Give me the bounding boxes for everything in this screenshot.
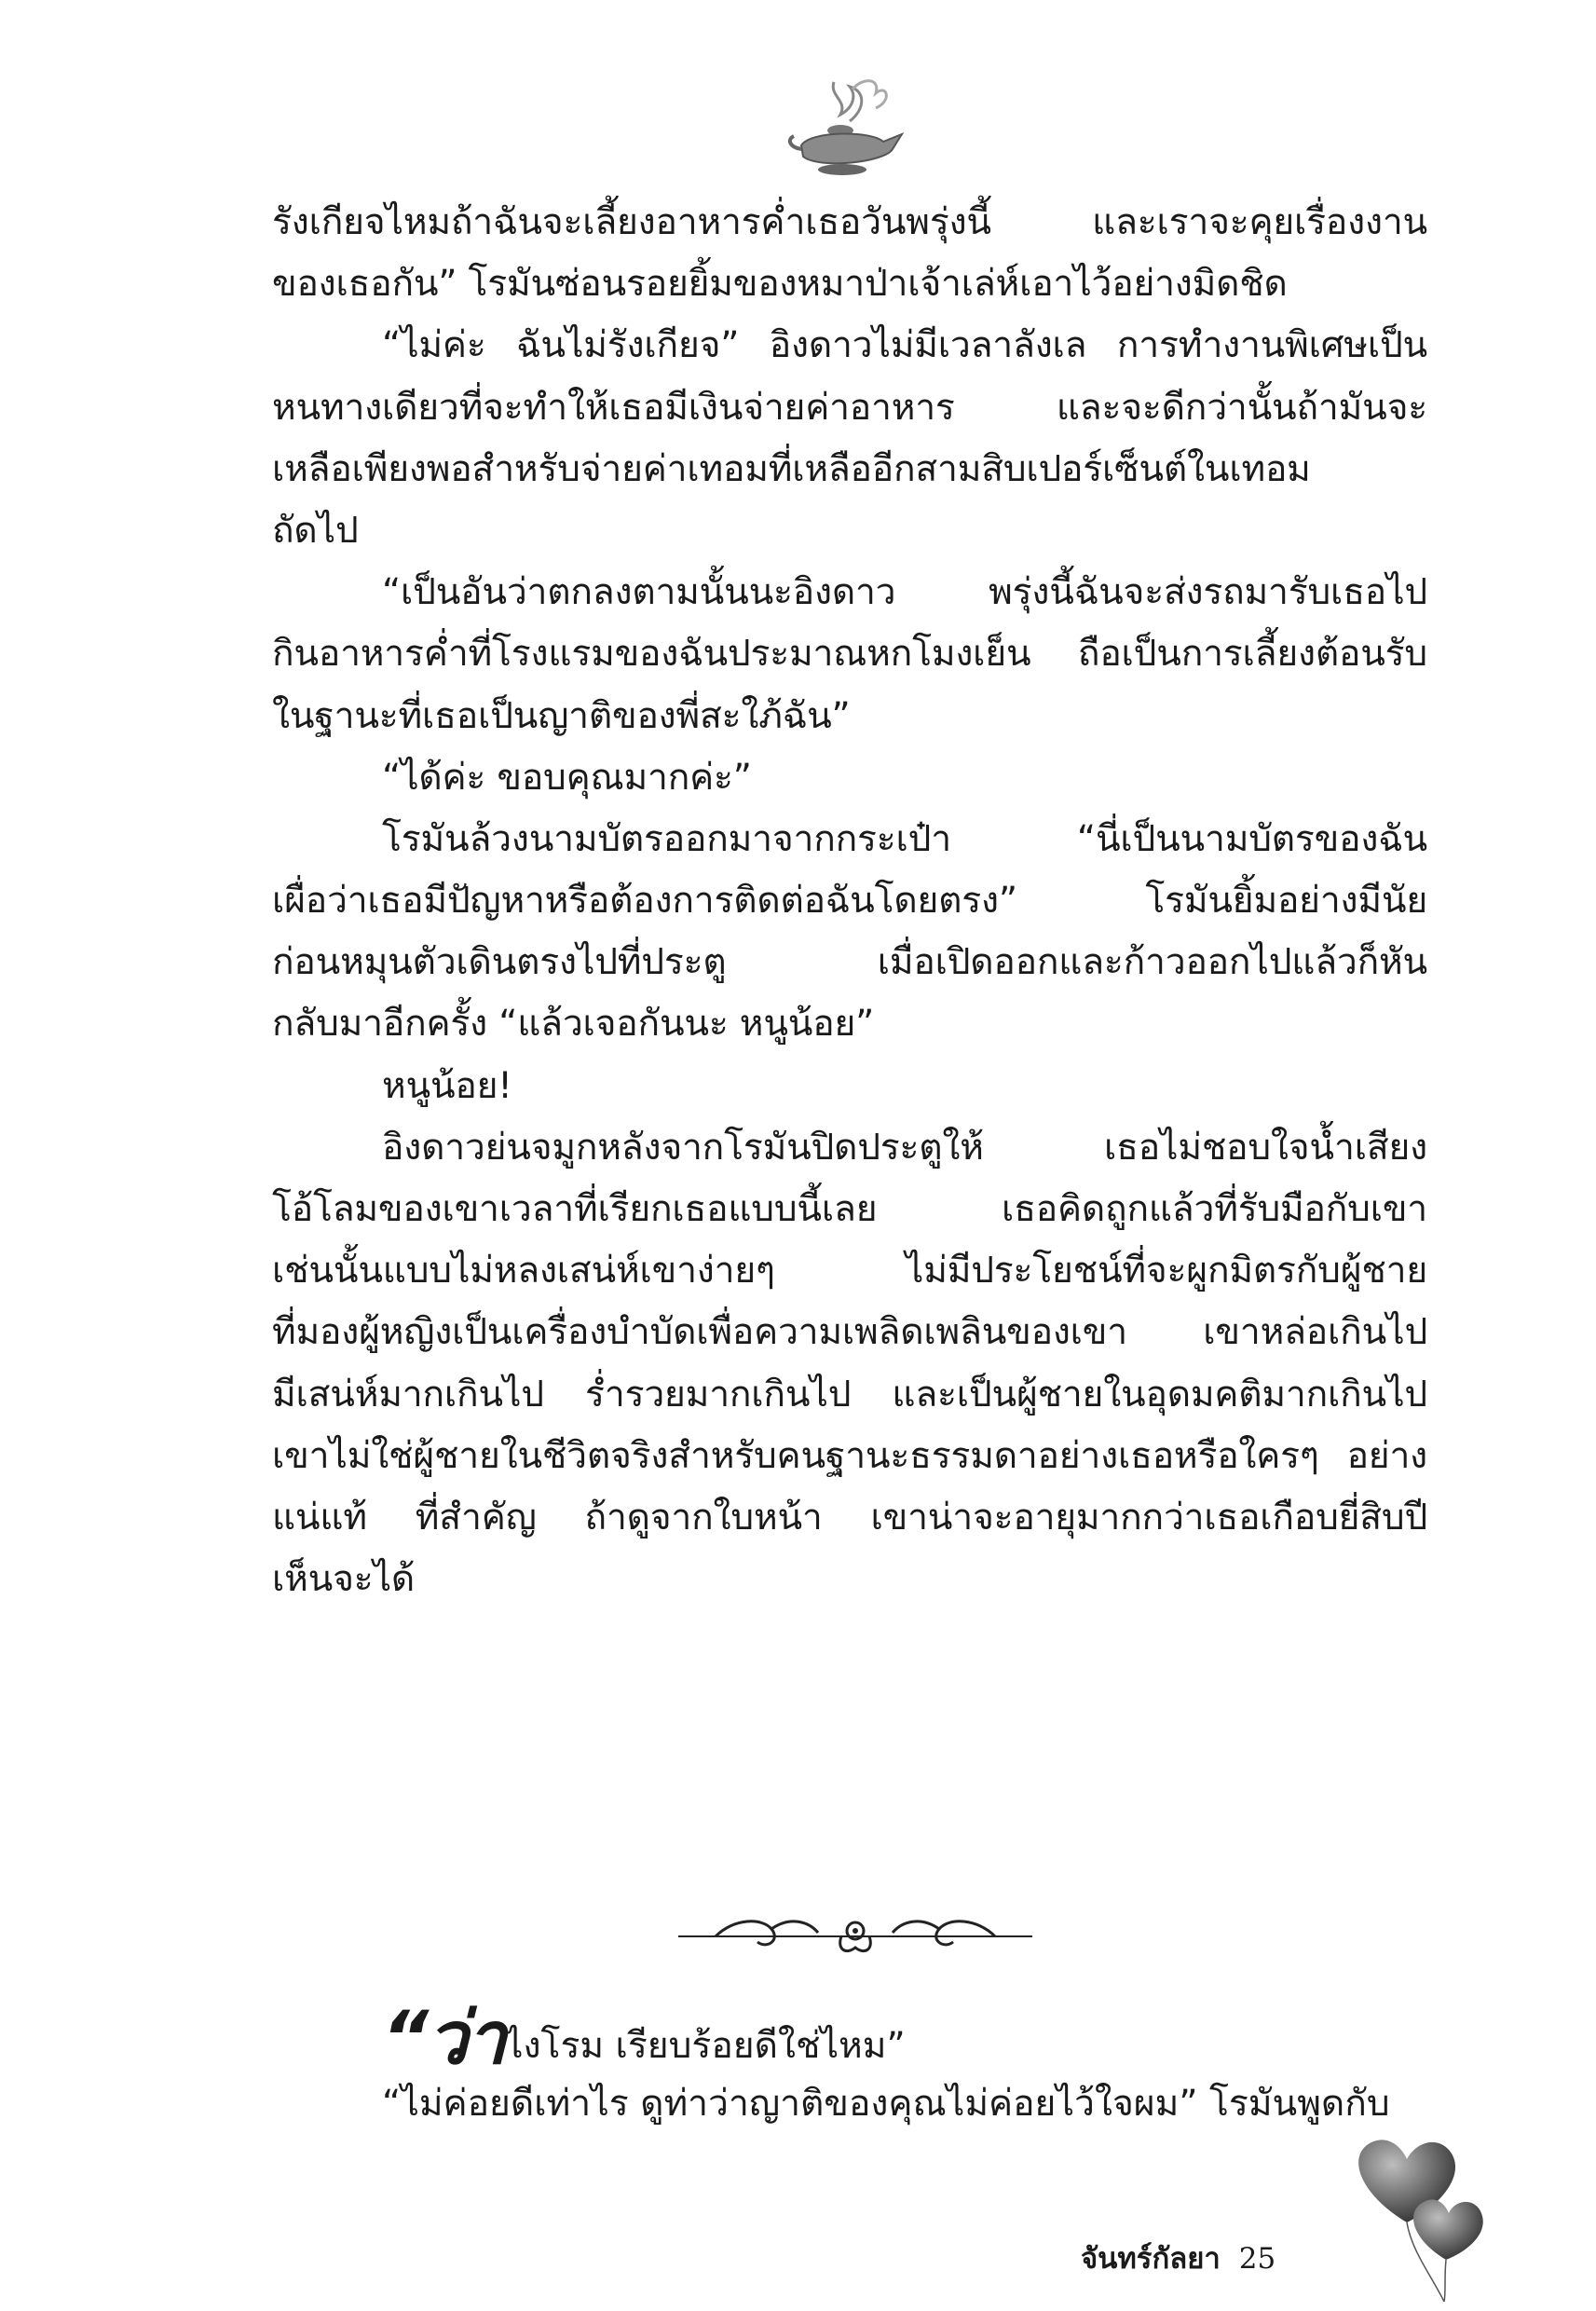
text-line: “ไม่ค่ะ ฉันไม่รังเกียจ” อิงดาวไม่มีเวลาลังเล การทำงานพิเศษเป็น: [382, 324, 1427, 367]
text-line: หนทางเดียวที่จะทำให้เธอมีเงินจ่ายค่าอาหาร และจะดีกว่านั้นถ้ามันจะ: [272, 386, 1427, 429]
text-line: เช่นนั้นแบบไม่หลงเสน่ห์เขาง่ายๆ ไม่มีประโยชน์ที่จะผูกมิตรกับผู้ชาย: [272, 1250, 1427, 1292]
text-line: รังเกียจไหมถ้าฉันจะเลี้ยงอาหารค่ำเธอวันพรุ่งนี้ และเราจะคุยเรื่องงาน: [272, 201, 1427, 243]
opening-text: ไงโรม เรียบร้อยดีใช่ไหม”: [504, 2025, 906, 2067]
text-line: กินอาหารค่ำที่โรงแรมของฉันประมาณหกโมงเย็น ถือเป็นการเลี้ยงต้อนรับ: [272, 633, 1427, 676]
text-line: โรมันล้วงนามบัตรออกมาจากกระเป๋า “นี่เป็นนามบัตรของฉัน: [382, 817, 1427, 860]
text-line: ของเธอกัน” โรมันซ่อนรอยยิ้มของหมาป่าเจ้าเล่ห์เอาไว้อย่างมิดชิด: [272, 263, 1288, 306]
text-line: ก่อนหมุนตัวเดินตรงไปที่ประตู เมื่อเปิดออกและก้าวออกไปแล้วก็หัน: [272, 941, 1427, 984]
text-line: มีเสน่ห์มากเกินไป ร่ำรวยมากเกินไป และเป็นผู้ชายในอุดมคติมากเกินไป: [272, 1373, 1427, 1415]
page-footer: [1081, 2235, 1275, 2281]
text-line: เหลือเพียงพอสำหรับจ่ายค่าเทอมที่เหลืออีกสามสิบเปอร์เซ็นต์ในเทอม: [272, 447, 1311, 490]
text-line: “ไม่ค่อยดีเท่าไร ดูท่าว่าญาติของคุณไม่ค่อยไว้ใจผม” โรมันพูดกับ: [382, 2083, 1390, 2125]
text-line: เผื่อว่าเธอมีปัญหาหรือต้องการติดต่อฉันโดยตรง” โรมันยิ้มอย่างมีนัย: [272, 880, 1427, 923]
text-line: เขาไม่ใช่ผู้ชายในชีวิตจริงสำหรับคนฐานะธรรมดาอย่างเธอหรือใครๆ อย่าง: [272, 1434, 1427, 1477]
text-line: หนูน้อย!: [382, 1064, 512, 1107]
text-line: “ได้ค่ะ ขอบคุณมากค่ะ”: [382, 756, 752, 799]
genie-lamp-icon: [783, 73, 904, 185]
text-line: เห็นจะได้: [272, 1558, 416, 1601]
heart-balloons-icon: [1342, 2120, 1500, 2306]
ornament-divider-icon: [678, 1908, 1032, 1964]
text-line: ที่มองผู้หญิงเป็นเครื่องบำบัดเพื่อความเพลิดเพลินของเขา เขาหล่อเกินไป: [272, 1311, 1427, 1354]
text-line: แน่แท้ ที่สำคัญ ถ้าดูจากใบหน้า เขาน่าจะอายุมากกว่าเธอเกือบยี่สิบปี: [272, 1496, 1427, 1538]
page-number: 25: [1238, 2242, 1276, 2276]
drop-word: “ว่า: [382, 1997, 505, 2081]
text-line: ในฐานะที่เธอเป็นญาติของพี่สะใภ้ฉัน”: [272, 694, 851, 737]
text-line: “เป็นอันว่าตกลงตามนั้นนะอิงดาว พรุ่งนี้ฉันจะส่งรถมารับเธอไป: [382, 571, 1427, 614]
book-title: จันทร์กัลยา: [1081, 2242, 1221, 2276]
text-line: ถัดไป: [272, 509, 359, 552]
text-line: กลับมาอีกครั้ง “แล้วเจอกันนะ หนูน้อย”: [272, 1003, 875, 1046]
text-line: โอ้โลมของเขาเวลาที่เรียกเธอแบบนี้เลย เธอคิดถูกแล้วที่รับมือกับเขา: [272, 1188, 1427, 1230]
text-line: อิงดาวย่นจมูกหลังจากโรมันปิดประตูให้ เธอไม่ชอบใจน้ำเสียง: [382, 1126, 1427, 1169]
body-text: [272, 192, 1427, 1610]
